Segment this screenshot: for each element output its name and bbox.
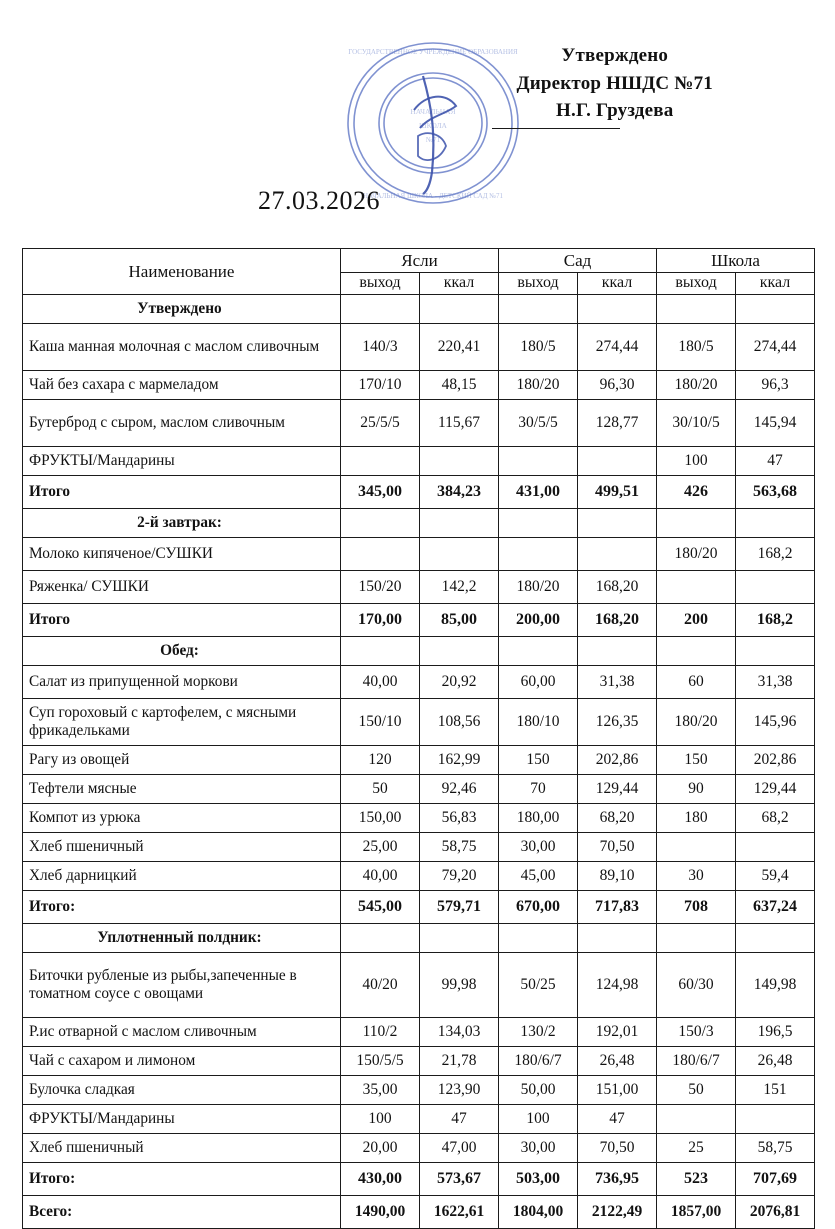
cell-value <box>420 509 499 538</box>
cell-value <box>499 509 578 538</box>
cell-value: 503,00 <box>499 1163 578 1196</box>
cell-value: 56,83 <box>420 804 499 833</box>
cell-value: 50 <box>657 1076 736 1105</box>
cell-value: 426 <box>657 476 736 509</box>
header-row-groups <box>23 249 815 273</box>
cell-value: 717,83 <box>578 891 657 924</box>
cell-name: ФРУКТЫ/Мандарины <box>23 1105 341 1134</box>
table-row <box>23 666 815 699</box>
cell-name: Биточки рубленые из рыбы,запеченные в томатном соусе с овощами <box>23 953 341 1018</box>
cell-value <box>341 637 420 666</box>
table-section-row <box>23 509 815 538</box>
cell-name: Суп гороховый с картофелем, с мясными фрикадельками <box>23 699 341 746</box>
cell-value <box>657 924 736 953</box>
cell-value: 196,5 <box>736 1018 815 1047</box>
cell-value: 168,20 <box>578 604 657 637</box>
cell-value: 192,01 <box>578 1018 657 1047</box>
cell-value <box>657 833 736 862</box>
cell-name: Всего: <box>23 1196 341 1229</box>
cell-name: Салат из припущенной моркови <box>23 666 341 699</box>
svg-text:ГОСУДАРСТВЕННОЕ УЧРЕЖДЕНИЕ ОБР: ГОСУДАРСТВЕННОЕ УЧРЕЖДЕНИЕ ОБРАЗОВАНИЯ <box>348 48 518 56</box>
cell-value: 707,69 <box>736 1163 815 1196</box>
table-row <box>23 833 815 862</box>
cell-value: 50/25 <box>499 953 578 1018</box>
cell-value: 151 <box>736 1076 815 1105</box>
cell-value: 1804,00 <box>499 1196 578 1229</box>
cell-value: 120 <box>341 746 420 775</box>
table-row <box>23 1018 815 1047</box>
cell-value: 99,98 <box>420 953 499 1018</box>
cell-value <box>657 509 736 538</box>
cell-value: 47 <box>578 1105 657 1134</box>
column-group-school: Школа <box>657 249 815 273</box>
menu-table <box>22 248 815 1229</box>
cell-value: 50 <box>341 775 420 804</box>
table-row <box>23 699 815 746</box>
cell-name: Чай без сахара с мармеладом <box>23 371 341 400</box>
cell-value: 384,23 <box>420 476 499 509</box>
cell-value: 48,15 <box>420 371 499 400</box>
cell-value: 736,95 <box>578 1163 657 1196</box>
cell-value: 523 <box>657 1163 736 1196</box>
cell-value <box>341 447 420 476</box>
cell-value: 92,46 <box>420 775 499 804</box>
cell-name: Ряженка/ СУШКИ <box>23 571 341 604</box>
cell-value: 162,99 <box>420 746 499 775</box>
official-stamp-icon <box>330 40 536 206</box>
cell-value: 180/5 <box>499 324 578 371</box>
cell-value: 68,20 <box>578 804 657 833</box>
cell-value <box>657 571 736 604</box>
cell-value: 200 <box>657 604 736 637</box>
cell-value: 25,00 <box>341 833 420 862</box>
cell-value: 30/10/5 <box>657 400 736 447</box>
cell-value: 150 <box>499 746 578 775</box>
cell-value: 58,75 <box>736 1134 815 1163</box>
cell-value: 545,00 <box>341 891 420 924</box>
cell-value: 89,10 <box>578 862 657 891</box>
cell-value: 579,71 <box>420 891 499 924</box>
cell-name: Молоко кипяченое/СУШКИ <box>23 538 341 571</box>
table-row <box>23 400 815 447</box>
cell-value <box>341 924 420 953</box>
cell-value <box>499 924 578 953</box>
cell-value: 180/6/7 <box>499 1047 578 1076</box>
table-row <box>23 571 815 604</box>
table-row <box>23 775 815 804</box>
cell-value: 123,90 <box>420 1076 499 1105</box>
cell-value: 180/20 <box>499 371 578 400</box>
table-row <box>23 953 815 1018</box>
cell-value: 431,00 <box>499 476 578 509</box>
table-total-row <box>23 891 815 924</box>
approval-block <box>516 42 713 125</box>
cell-name: Чай с сахаром и лимоном <box>23 1047 341 1076</box>
cell-value: 150/3 <box>657 1018 736 1047</box>
cell-value: 21,78 <box>420 1047 499 1076</box>
cell-name: Бутерброд с сыром, маслом сливочным <box>23 400 341 447</box>
subheader-kcal-school: ккал <box>736 273 815 295</box>
cell-value: 499,51 <box>578 476 657 509</box>
cell-value: 180 <box>657 804 736 833</box>
cell-value: 58,75 <box>420 833 499 862</box>
cell-value: 100 <box>341 1105 420 1134</box>
cell-value <box>736 295 815 324</box>
cell-value <box>657 637 736 666</box>
cell-value: 60/30 <box>657 953 736 1018</box>
cell-value <box>420 447 499 476</box>
cell-value <box>499 447 578 476</box>
cell-value: 1622,61 <box>420 1196 499 1229</box>
cell-value: 1490,00 <box>341 1196 420 1229</box>
cell-value: 149,98 <box>736 953 815 1018</box>
cell-value: 96,3 <box>736 371 815 400</box>
cell-value <box>736 924 815 953</box>
cell-value: 150/10 <box>341 699 420 746</box>
cell-value <box>578 538 657 571</box>
cell-value: 60 <box>657 666 736 699</box>
cell-value: 130/2 <box>499 1018 578 1047</box>
cell-value: 30/5/5 <box>499 400 578 447</box>
cell-value: 129,44 <box>578 775 657 804</box>
cell-value <box>420 924 499 953</box>
cell-value <box>578 637 657 666</box>
cell-value: 150,00 <box>341 804 420 833</box>
cell-value: 180/10 <box>499 699 578 746</box>
cell-value <box>736 833 815 862</box>
cell-value: 708 <box>657 891 736 924</box>
table-total-row <box>23 604 815 637</box>
cell-value: 79,20 <box>420 862 499 891</box>
approved-label: Утверждено <box>561 45 669 66</box>
table-total-row <box>23 1163 815 1196</box>
cell-value: 2076,81 <box>736 1196 815 1229</box>
document-date: 27.03.2026 <box>258 186 380 215</box>
table-row <box>23 1105 815 1134</box>
table-head <box>23 249 815 295</box>
cell-value: 168,2 <box>736 604 815 637</box>
cell-value: 145,94 <box>736 400 815 447</box>
cell-value <box>420 295 499 324</box>
cell-value: 50,00 <box>499 1076 578 1105</box>
cell-value: 25 <box>657 1134 736 1163</box>
cell-value: 180,00 <box>499 804 578 833</box>
cell-value: 180/20 <box>657 699 736 746</box>
table-row <box>23 862 815 891</box>
table-section-row <box>23 637 815 666</box>
cell-value <box>578 295 657 324</box>
cell-value: 274,44 <box>578 324 657 371</box>
cell-value: 170,00 <box>341 604 420 637</box>
cell-value <box>657 295 736 324</box>
cell-value <box>736 571 815 604</box>
cell-value: 274,44 <box>736 324 815 371</box>
subheader-output-nursery: выход <box>341 273 420 295</box>
cell-value: 30 <box>657 862 736 891</box>
svg-text:НАЧАЛЬНАЯ ШКОЛА - ДЕТСКИЙ САД: НАЧАЛЬНАЯ ШКОЛА - ДЕТСКИЙ САД №71 <box>363 192 503 200</box>
cell-value: 115,67 <box>420 400 499 447</box>
cell-name: 2-й завтрак: <box>23 509 341 538</box>
cell-value: 100 <box>499 1105 578 1134</box>
cell-value: 145,96 <box>736 699 815 746</box>
cell-value <box>420 538 499 571</box>
cell-value <box>578 447 657 476</box>
table-row <box>23 1047 815 1076</box>
cell-name: Утверждено <box>23 295 341 324</box>
cell-value: 47 <box>736 447 815 476</box>
menu-table-wrap <box>22 248 814 1229</box>
cell-value: 96,30 <box>578 371 657 400</box>
cell-value: 129,44 <box>736 775 815 804</box>
cell-value: 180/20 <box>657 538 736 571</box>
cell-value: 20,92 <box>420 666 499 699</box>
cell-value: 25/5/5 <box>341 400 420 447</box>
cell-value: 345,00 <box>341 476 420 509</box>
cell-value <box>341 295 420 324</box>
cell-value: 47,00 <box>420 1134 499 1163</box>
cell-value: 70,50 <box>578 1134 657 1163</box>
cell-name: Хлеб пшеничный <box>23 1134 341 1163</box>
cell-value: 430,00 <box>341 1163 420 1196</box>
cell-name: Хлеб дарницкий <box>23 862 341 891</box>
cell-name: Хлеб пшеничный <box>23 833 341 862</box>
cell-value: 142,2 <box>420 571 499 604</box>
table-section-row <box>23 295 815 324</box>
cell-value: 202,86 <box>736 746 815 775</box>
cell-value: 150/5/5 <box>341 1047 420 1076</box>
column-header-name: Наименование <box>23 249 341 295</box>
cell-value: 128,77 <box>578 400 657 447</box>
cell-value: 168,20 <box>578 571 657 604</box>
cell-value <box>499 295 578 324</box>
cell-value: 637,24 <box>736 891 815 924</box>
cell-value: 47 <box>420 1105 499 1134</box>
director-line: Директор НШДС №71 <box>516 72 713 94</box>
cell-value: 100 <box>657 447 736 476</box>
cell-value: 563,68 <box>736 476 815 509</box>
cell-value: 180/20 <box>657 371 736 400</box>
cell-name: Итого: <box>23 891 341 924</box>
cell-value: 20,00 <box>341 1134 420 1163</box>
cell-value <box>578 924 657 953</box>
cell-value <box>420 637 499 666</box>
cell-value: 85,00 <box>420 604 499 637</box>
cell-name: Каша манная молочная с маслом сливочным <box>23 324 341 371</box>
cell-value: 220,41 <box>420 324 499 371</box>
cell-value: 168,2 <box>736 538 815 571</box>
cell-value: 40/20 <box>341 953 420 1018</box>
subheader-kcal-nursery: ккал <box>420 273 499 295</box>
cell-value <box>341 509 420 538</box>
cell-value: 26,48 <box>578 1047 657 1076</box>
cell-value: 180/5 <box>657 324 736 371</box>
cell-name: Итого: <box>23 1163 341 1196</box>
cell-value: 26,48 <box>736 1047 815 1076</box>
cell-name: Тефтели мясные <box>23 775 341 804</box>
cell-value: 134,03 <box>420 1018 499 1047</box>
cell-value: 30,00 <box>499 833 578 862</box>
svg-text:№71: №71 <box>425 135 441 144</box>
table-total-row <box>23 476 815 509</box>
cell-value: 151,00 <box>578 1076 657 1105</box>
cell-value <box>499 538 578 571</box>
cell-value: 180/6/7 <box>657 1047 736 1076</box>
table-row <box>23 371 815 400</box>
column-group-nursery: Ясли <box>341 249 499 273</box>
cell-value: 202,86 <box>578 746 657 775</box>
cell-value: 200,00 <box>499 604 578 637</box>
subheader-kcal-kindergarten: ккал <box>578 273 657 295</box>
column-group-kindergarten: Сад <box>499 249 657 273</box>
table-row <box>23 1076 815 1105</box>
cell-value <box>341 538 420 571</box>
cell-value <box>736 637 815 666</box>
cell-name: Булочка сладкая <box>23 1076 341 1105</box>
cell-value: 60,00 <box>499 666 578 699</box>
cell-name: Итого <box>23 604 341 637</box>
cell-value: 31,38 <box>578 666 657 699</box>
cell-value: 180/20 <box>499 571 578 604</box>
table-row <box>23 538 815 571</box>
cell-value: 110/2 <box>341 1018 420 1047</box>
table-section-row <box>23 924 815 953</box>
table-total-row <box>23 1196 815 1229</box>
cell-value: 170/10 <box>341 371 420 400</box>
cell-value: 150/20 <box>341 571 420 604</box>
cell-value: 126,35 <box>578 699 657 746</box>
cell-value <box>499 637 578 666</box>
cell-value: 670,00 <box>499 891 578 924</box>
cell-name: Уплотненный полдник: <box>23 924 341 953</box>
svg-text:ШКОЛА: ШКОЛА <box>419 121 447 130</box>
cell-value: 2122,49 <box>578 1196 657 1229</box>
cell-name: Р.ис отварной с маслом сливочным <box>23 1018 341 1047</box>
director-name: Н.Г. Груздева <box>556 100 674 122</box>
cell-name: Рагу из овощей <box>23 746 341 775</box>
cell-value <box>657 1105 736 1134</box>
subheader-output-kindergarten: выход <box>499 273 578 295</box>
cell-value: 35,00 <box>341 1076 420 1105</box>
cell-value: 140/3 <box>341 324 420 371</box>
cell-value: 1857,00 <box>657 1196 736 1229</box>
cell-name: Итого <box>23 476 341 509</box>
cell-name: ФРУКТЫ/Мандарины <box>23 447 341 476</box>
table-row <box>23 324 815 371</box>
cell-value: 68,2 <box>736 804 815 833</box>
table-row <box>23 746 815 775</box>
cell-value: 90 <box>657 775 736 804</box>
cell-value: 573,67 <box>420 1163 499 1196</box>
cell-value: 40,00 <box>341 666 420 699</box>
table-row <box>23 447 815 476</box>
svg-text:НАЧАЛЬНАЯ: НАЧАЛЬНАЯ <box>410 107 456 116</box>
cell-value: 70,50 <box>578 833 657 862</box>
cell-value: 30,00 <box>499 1134 578 1163</box>
cell-name: Компот из урюка <box>23 804 341 833</box>
cell-value: 150 <box>657 746 736 775</box>
cell-value: 124,98 <box>578 953 657 1018</box>
table-body <box>23 295 815 1229</box>
table-row <box>23 804 815 833</box>
cell-value: 70 <box>499 775 578 804</box>
signature-line <box>492 128 620 129</box>
cell-value: 59,4 <box>736 862 815 891</box>
cell-value: 108,56 <box>420 699 499 746</box>
cell-value <box>736 509 815 538</box>
cell-value: 31,38 <box>736 666 815 699</box>
cell-value <box>578 509 657 538</box>
cell-name: Обед: <box>23 637 341 666</box>
subheader-output-school: выход <box>657 273 736 295</box>
cell-value <box>736 1105 815 1134</box>
cell-value: 40,00 <box>341 862 420 891</box>
table-row <box>23 1134 815 1163</box>
cell-value: 45,00 <box>499 862 578 891</box>
